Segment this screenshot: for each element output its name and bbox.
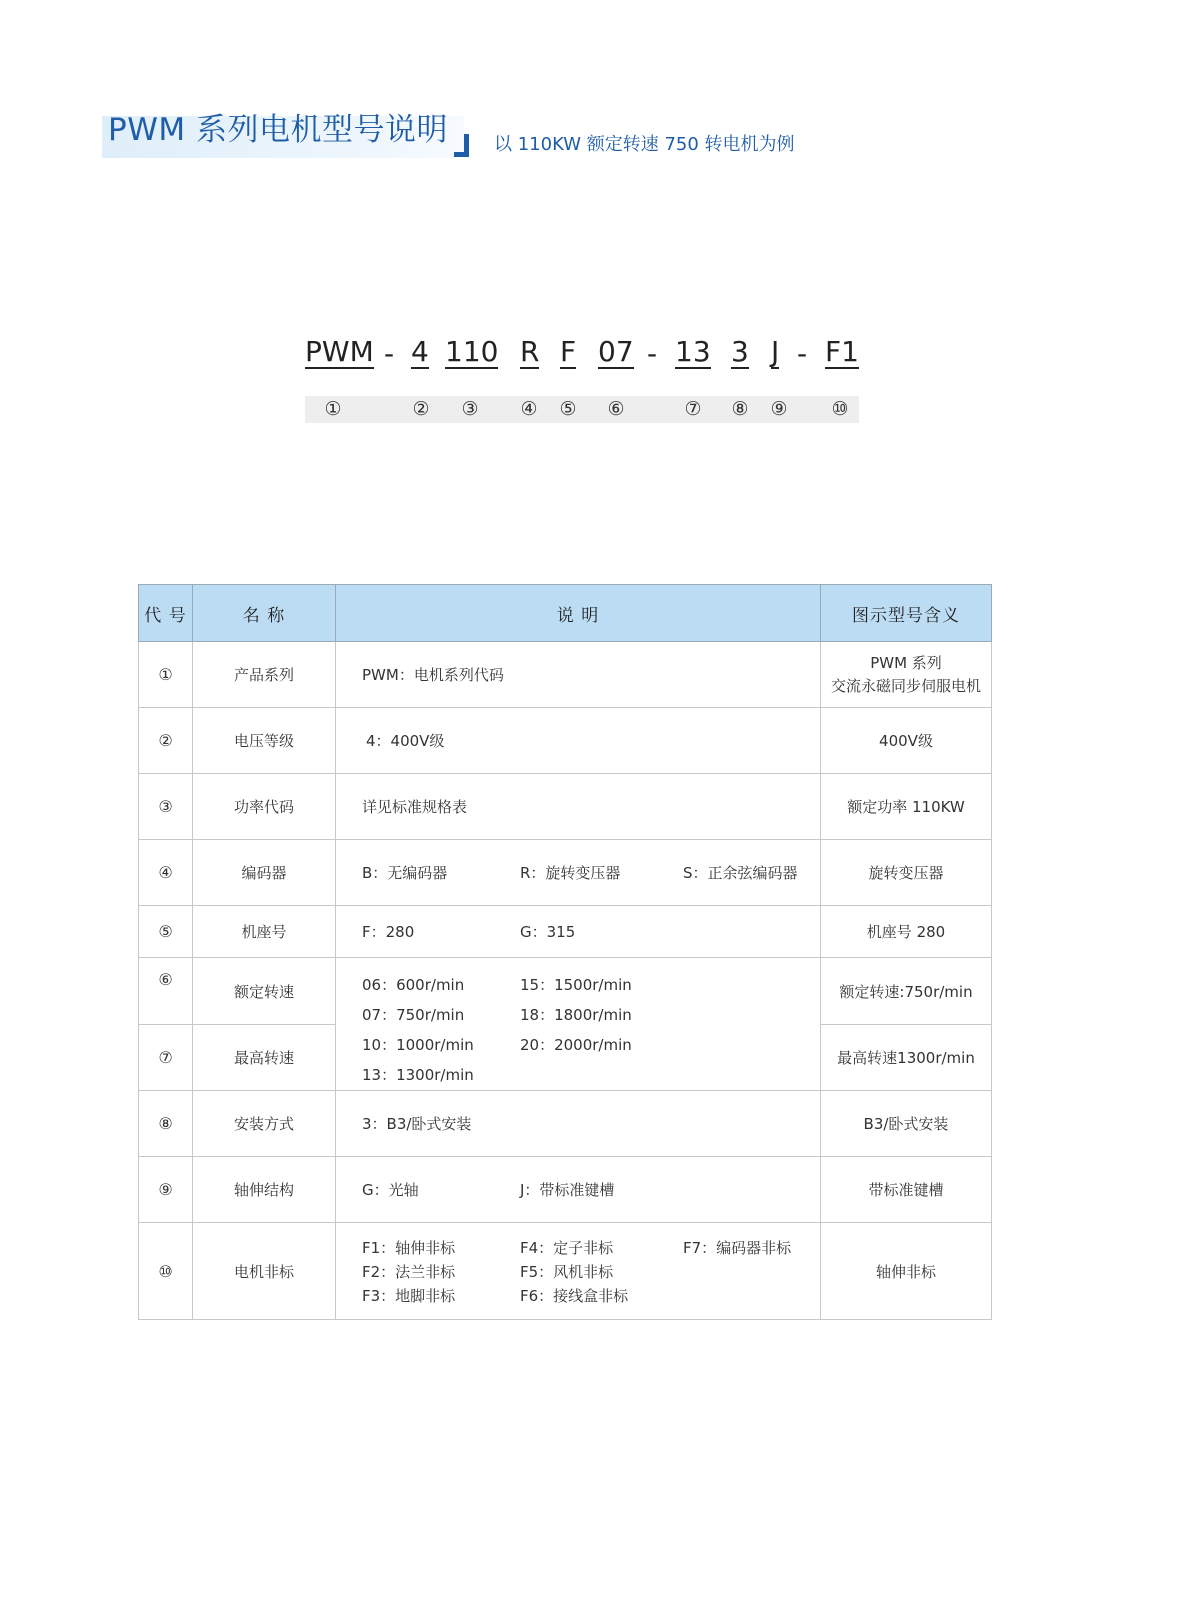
code-number: ⑥ xyxy=(607,398,625,420)
row-number: ⑩ xyxy=(139,1223,193,1320)
row-description xyxy=(336,958,821,1091)
option-text xyxy=(683,1285,820,1306)
model-spec-table xyxy=(138,584,992,1320)
code-number: ④ xyxy=(520,398,538,420)
header-meaning: 图示型号含义 xyxy=(821,585,992,642)
option-text: F7：编码器非标 xyxy=(683,1238,792,1257)
option-text: 13：1300r/min xyxy=(362,1066,474,1084)
code-number: ③ xyxy=(461,398,479,420)
option-text: J：带标准键槽 xyxy=(520,1181,615,1199)
code-number: ⑦ xyxy=(684,398,702,420)
table-row xyxy=(139,1223,992,1320)
row-name: 轴伸结构 xyxy=(193,1157,336,1223)
code-voltage: 4 xyxy=(411,335,429,368)
option-text: F4：定子非标 xyxy=(520,1238,614,1257)
row-description xyxy=(336,1223,821,1320)
option-text: G：光轴 xyxy=(362,1181,419,1199)
code-nonstandard: F1 xyxy=(825,335,859,368)
row-meaning: 最高转速1300r/min xyxy=(821,1025,992,1091)
code-dash: - xyxy=(384,337,395,370)
meaning-line: PWM 系列 xyxy=(870,653,942,672)
code-number: ⑩ xyxy=(831,398,849,420)
row-name: 功率代码 xyxy=(193,774,336,840)
row-meaning: 轴伸非标 xyxy=(821,1223,992,1320)
header-code: 代 号 xyxy=(139,585,193,642)
option-text: 18：1800r/min xyxy=(520,1006,632,1024)
table-row xyxy=(139,840,992,906)
code-frame: F xyxy=(560,335,577,368)
row-name: 产品系列 xyxy=(193,642,336,708)
row-number: ① xyxy=(139,642,193,708)
row-name: 电机非标 xyxy=(193,1223,336,1320)
option-text xyxy=(683,1261,820,1282)
row-name: 安装方式 xyxy=(193,1091,336,1157)
code-number: ⑤ xyxy=(559,398,577,420)
code-shaft: J xyxy=(771,335,780,368)
row-name: 机座号 xyxy=(193,906,336,958)
code-max-speed: 13 xyxy=(675,335,711,368)
row-name: 最高转速 xyxy=(193,1025,336,1091)
option-text: 06：600r/min xyxy=(362,976,465,994)
row-number: ② xyxy=(139,708,193,774)
option-text: 10：1000r/min xyxy=(362,1036,474,1054)
row-meaning: 额定功率 110KW xyxy=(821,774,992,840)
option-text: F1：轴伸非标 xyxy=(362,1238,456,1257)
row-description: PWM：电机系列代码 xyxy=(336,642,821,708)
option-text: F3：地脚非标 xyxy=(362,1286,456,1305)
row-description xyxy=(336,840,821,906)
row-description: 详见标准规格表 xyxy=(336,774,821,840)
row-number: ③ xyxy=(139,774,193,840)
header-name: 名 称 xyxy=(193,585,336,642)
code-dash: - xyxy=(647,337,658,370)
table-row xyxy=(139,708,992,774)
option-text: F5：风机非标 xyxy=(520,1262,614,1281)
meaning-line: 交流永磁同步伺服电机 xyxy=(830,676,981,695)
option-text: G：315 xyxy=(520,923,576,941)
row-meaning: 机座号 280 xyxy=(821,906,992,958)
header-description: 说 明 xyxy=(336,585,821,642)
row-meaning: 400V级 xyxy=(821,708,992,774)
option-text: 15：1500r/min xyxy=(520,976,632,994)
row-description xyxy=(336,906,821,958)
code-number: ⑨ xyxy=(770,398,788,420)
code-number: ⑧ xyxy=(731,398,749,420)
title-corner-mark xyxy=(454,134,469,157)
option-text: R：旋转变压器 xyxy=(520,864,621,882)
option-text xyxy=(520,1064,820,1085)
row-name: 编码器 xyxy=(193,840,336,906)
code-mounting: 3 xyxy=(731,335,749,368)
option-text: B：无编码器 xyxy=(362,864,448,882)
option-text: F：280 xyxy=(362,923,415,941)
code-series: PWM xyxy=(305,335,374,368)
row-name: 额定转速 xyxy=(193,958,336,1025)
row-number: ⑨ xyxy=(139,1157,193,1223)
row-name: 电压等级 xyxy=(193,708,336,774)
page-title: PWM 系列电机型号说明 xyxy=(108,112,448,148)
row-number: ⑦ xyxy=(139,1025,193,1091)
row-meaning: 带标准键槽 xyxy=(821,1157,992,1223)
option-text: 20：2000r/min xyxy=(520,1036,632,1054)
row-meaning xyxy=(821,642,992,708)
option-text: F2：法兰非标 xyxy=(362,1262,456,1281)
row-meaning: 旋转变压器 xyxy=(821,840,992,906)
row-meaning: 额定转速:750r/min xyxy=(821,958,992,1025)
row-number: ⑤ xyxy=(139,906,193,958)
table-row xyxy=(139,642,992,708)
code-number: ② xyxy=(412,398,430,420)
row-number: ⑧ xyxy=(139,1091,193,1157)
option-text: 07：750r/min xyxy=(362,1006,465,1024)
row-description: 3：B3/卧式安装 xyxy=(336,1091,821,1157)
option-text: S：正余弦编码器 xyxy=(683,864,798,882)
row-meaning: B3/卧式安装 xyxy=(821,1091,992,1157)
code-dash: - xyxy=(797,337,808,370)
table-row xyxy=(139,1091,992,1157)
table-row xyxy=(139,1157,992,1223)
row-number: ④ xyxy=(139,840,193,906)
table-header-row xyxy=(139,585,992,642)
code-encoder: R xyxy=(520,335,540,368)
row-description: 4：400V级 xyxy=(336,708,821,774)
row-description xyxy=(336,1157,821,1223)
option-text: F6：接线盒非标 xyxy=(520,1286,629,1305)
code-number: ① xyxy=(324,398,342,420)
table-row xyxy=(139,906,992,958)
row-number: ⑥ xyxy=(139,958,193,1025)
code-rated-speed: 07 xyxy=(598,335,634,368)
table-row xyxy=(139,958,992,1025)
page-subtitle: 以 110KW 额定转速 750 转电机为例 xyxy=(494,134,795,155)
table-row xyxy=(139,774,992,840)
code-power: 110 xyxy=(445,335,499,368)
